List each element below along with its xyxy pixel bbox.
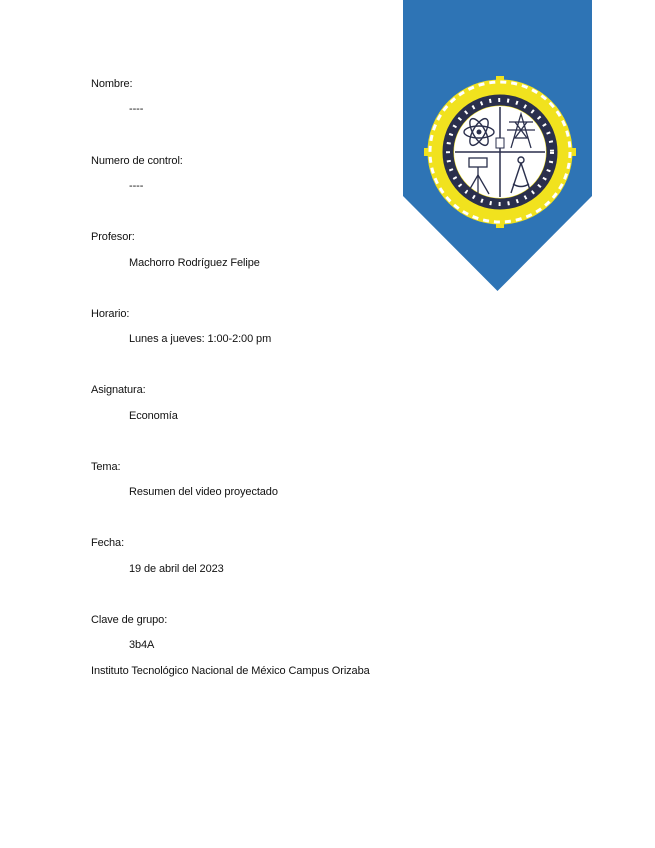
profesor-label: Profesor: — [91, 231, 135, 243]
nombre-value: ---- — [129, 103, 144, 115]
fecha-label: Fecha: — [91, 537, 125, 549]
clave-grupo-value: 3b4A — [129, 639, 155, 651]
tema-value: Resumen del video proyectado — [129, 486, 278, 498]
horario-label: Horario: — [91, 308, 130, 320]
horario-value: Lunes a jueves: 1:00-2:00 pm — [129, 333, 272, 345]
asignatura-value: Economía — [129, 410, 178, 422]
asignatura-label: Asignatura: — [91, 384, 146, 396]
institution-name: Instituto Tecnológico Nacional de México Campus Orizaba — [91, 665, 370, 677]
fecha-value: 19 de abril del 2023 — [129, 563, 224, 575]
tema-label: Tema: — [91, 461, 121, 473]
blue-banner-ribbon — [403, 0, 592, 291]
clave-grupo-label: Clave de grupo: — [91, 614, 168, 626]
numero-control-value: ---- — [129, 180, 144, 192]
profesor-value: Machorro Rodríguez Felipe — [129, 257, 260, 269]
nombre-label: Nombre: — [91, 78, 133, 90]
numero-control-label: Numero de control: — [91, 155, 183, 167]
